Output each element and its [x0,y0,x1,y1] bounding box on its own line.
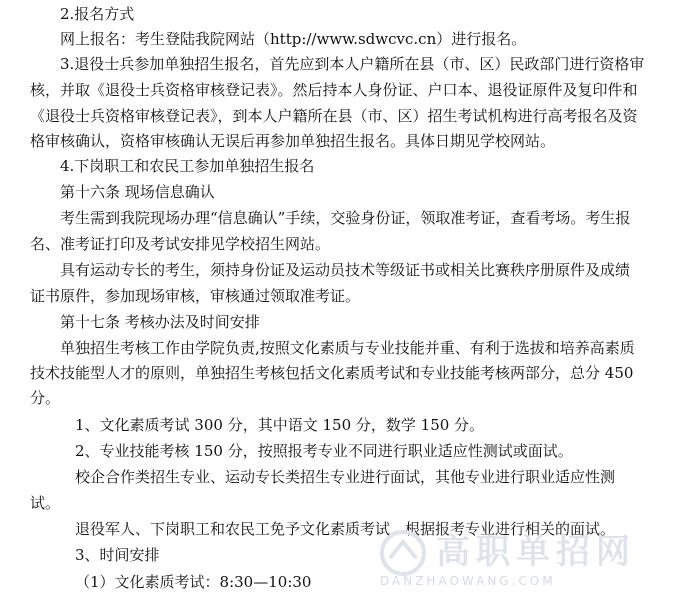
paragraph-line: 试。 [30,494,61,512]
paragraph-line: 具有运动专长的考生，须持身份证及运动员技术等级证书或相关比赛秩序册原件及成绩 [60,261,631,279]
paragraph-line: 名、准考证打印及考试安排见学校招生网站。 [30,235,331,253]
paragraph-line: 证书原件，参加现场审核，审核通过领取准考证。 [30,287,361,305]
section-heading-laid-off-workers: 4.下岗职工和农民工参加单独招生报名 [60,157,315,175]
paragraph-line: 单独招生考核工作由学院负责,按照文化素质与专业技能并重、有利于选拔和培养高素质 [60,339,635,357]
paragraph-line: 考生需到我院现场办理“信息确认”手续，交验身份证，领取准考证，查看考场。考生报 [60,209,631,227]
paragraph-line: 核，并取《退役士兵资格审核登记表》。然后持本人身份证、户口本、退役证原件及复印件和 [30,81,638,99]
paragraph-line: 技术技能型人才的原则，单独招生考核包括文化素质考试和专业技能考核两部分，总分 450 [30,364,634,382]
list-item: （1）文化素质考试：8:30—10:30 [75,573,312,591]
paragraph-line: 退役军人、下岗职工和农民工免予文化素质考试，根据报考专业进行相关的面试。 [75,520,616,538]
article-heading-17: 第十七条 考核办法及时间安排 [60,313,260,331]
article-heading-16: 第十六条 现场信息确认 [60,183,215,201]
paragraph-line: 校企合作类招生专业、运动专长类招生专业进行面试，其他专业进行职业适应性测 [75,468,616,486]
watermark-text-cn: 高职单招网 [436,532,636,572]
watermark-text-en: DANZHAOWANG.COM [380,574,556,588]
paragraph-line: 3.退役士兵参加单独招生报名，首先应到本人户籍所在县（市、区）民政部门进行资格审 [60,55,645,73]
section-heading-time-arrangement: 3、时间安排 [75,546,160,564]
list-item: 1、文化素质考试 300 分，其中语文 150 分，数学 150 分。 [75,416,485,434]
paragraph-line: 格审核确认，资格审核确认无误后再参加单独招生报名。具体日期见学校网站。 [30,132,556,150]
section-heading-registration-method: 2.报名方式 [60,5,135,23]
paragraph-line: 《退役士兵资格审核登记表》，到本人户籍所在县（市、区）招生考试机构进行高考报名及资 [30,107,638,125]
paragraph-line: 分。 [30,389,61,407]
paragraph-line: 网上报名：考生登陆我院网站（http://www.sdwcvc.cn）进行报名。 [60,30,527,48]
list-item: 2、专业技能考核 150 分，按照报考专业不同进行职业适应性测试或面试。 [75,442,573,460]
